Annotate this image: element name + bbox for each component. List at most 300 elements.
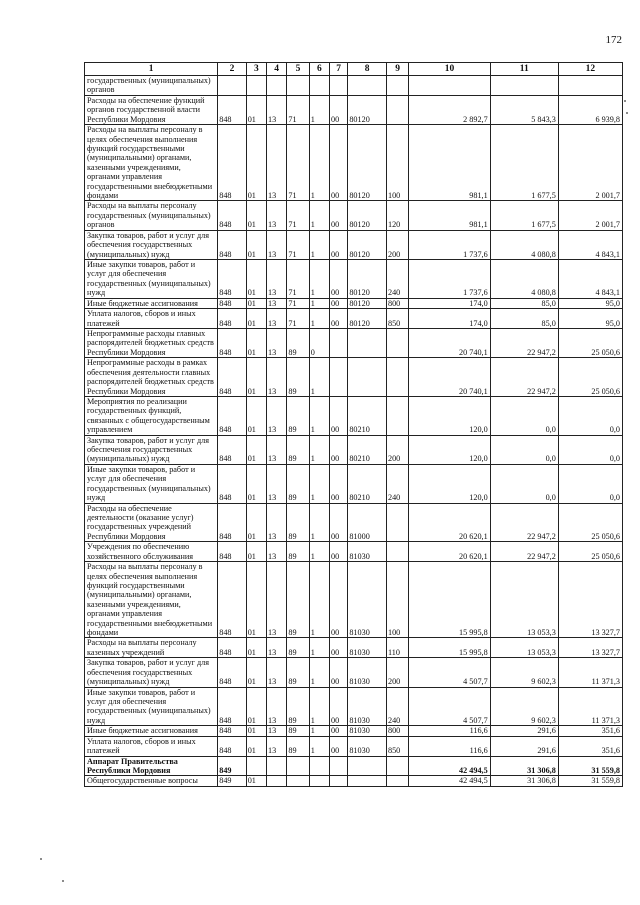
table-row bbox=[85, 125, 623, 201]
cell-section: 01 bbox=[246, 125, 266, 201]
cell-subsection: 13 bbox=[267, 503, 287, 542]
cell-subsection: 13 bbox=[267, 201, 287, 230]
cell-expense-type: 240 bbox=[386, 260, 408, 299]
table-row bbox=[85, 95, 623, 124]
cell-amount-year3: 11 371,3 bbox=[558, 687, 622, 726]
cell-program: 89 bbox=[287, 658, 309, 687]
cell-direction bbox=[348, 328, 387, 357]
cell-program: 89 bbox=[287, 562, 309, 638]
cell-program: 71 bbox=[287, 201, 309, 230]
table-row bbox=[85, 658, 623, 687]
cell-main-activity: 00 bbox=[330, 638, 348, 658]
cell-amount-year1: 2 892,7 bbox=[409, 95, 490, 124]
table-row bbox=[85, 309, 623, 329]
cell-direction bbox=[348, 76, 387, 96]
cell-ministry: 848 bbox=[218, 230, 246, 259]
cell-amount-year3: 6 939,8 bbox=[558, 95, 622, 124]
cell-subprogram: 1 bbox=[309, 435, 329, 464]
cell-amount-year2 bbox=[490, 76, 558, 96]
cell-program: 71 bbox=[287, 95, 309, 124]
cell-main-activity: 00 bbox=[330, 125, 348, 201]
cell-amount-year1: 15 995,8 bbox=[409, 562, 490, 638]
cell-ministry: 848 bbox=[218, 726, 246, 736]
row-name: Уплата налогов, сборов и иных платежей bbox=[85, 309, 218, 329]
cell-section: 01 bbox=[246, 736, 266, 756]
cell-amount-year1 bbox=[409, 76, 490, 96]
cell-direction: 81030 bbox=[348, 736, 387, 756]
cell-amount-year1: 116,6 bbox=[409, 736, 490, 756]
cell-main-activity bbox=[330, 76, 348, 96]
row-name: Расходы на выплаты персоналу в целях обеспечения выполнения функций государственными (муниципальными) органами, казенными учреждениями, органами управления государственными внебюджетными фондами bbox=[85, 125, 218, 201]
cell-subprogram bbox=[309, 756, 329, 776]
cell-subprogram: 1 bbox=[309, 230, 329, 259]
cell-amount-year1: 174,0 bbox=[409, 298, 490, 308]
cell-expense-type: 800 bbox=[386, 298, 408, 308]
budget-table-sheet bbox=[84, 62, 623, 787]
cell-expense-type: 100 bbox=[386, 562, 408, 638]
scan-speck bbox=[40, 858, 42, 860]
row-name: Мероприятия по реализации государственных функций, связанных с общегосударственным управлением bbox=[85, 396, 218, 435]
cell-section: 01 bbox=[246, 260, 266, 299]
cell-ministry: 848 bbox=[218, 201, 246, 230]
cell-main-activity: 00 bbox=[330, 309, 348, 329]
cell-main-activity: 00 bbox=[330, 260, 348, 299]
cell-expense-type: 100 bbox=[386, 125, 408, 201]
cell-subsection: 13 bbox=[267, 260, 287, 299]
cell-amount-year3: 25 050,6 bbox=[558, 503, 622, 542]
cell-program: 89 bbox=[287, 638, 309, 658]
cell-amount-year2: 1 677,5 bbox=[490, 201, 558, 230]
cell-direction: 80120 bbox=[348, 309, 387, 329]
row-name: Расходы на выплаты персоналу в целях обеспечения выполнения функций государственными (муниципальными) органами, казенными учреждениями, органами управления государственными внебюджетными фондами bbox=[85, 562, 218, 638]
cell-main-activity: 00 bbox=[330, 464, 348, 503]
row-name: Иные закупки товаров, работ и услуг для обеспечения государственных (муниципальных) нужд bbox=[85, 687, 218, 726]
cell-ministry: 849 bbox=[218, 776, 246, 786]
cell-amount-year3: 11 371,3 bbox=[558, 658, 622, 687]
cell-section: 01 bbox=[246, 503, 266, 542]
cell-subprogram: 1 bbox=[309, 562, 329, 638]
cell-main-activity bbox=[330, 776, 348, 786]
cell-program: 71 bbox=[287, 230, 309, 259]
column-header: 6 bbox=[309, 63, 329, 76]
table-row bbox=[85, 396, 623, 435]
cell-section: 01 bbox=[246, 328, 266, 357]
cell-main-activity bbox=[330, 358, 348, 397]
cell-amount-year1: 981,1 bbox=[409, 201, 490, 230]
scan-speck bbox=[62, 880, 64, 882]
cell-program bbox=[287, 76, 309, 96]
column-header: 7 bbox=[330, 63, 348, 76]
cell-main-activity: 00 bbox=[330, 562, 348, 638]
cell-amount-year2: 22 947,2 bbox=[490, 358, 558, 397]
cell-expense-type bbox=[386, 776, 408, 786]
cell-program: 89 bbox=[287, 736, 309, 756]
cell-ministry bbox=[218, 76, 246, 96]
cell-amount-year1: 42 494,5 bbox=[409, 776, 490, 786]
cell-program: 71 bbox=[287, 309, 309, 329]
cell-amount-year3: 13 327,7 bbox=[558, 562, 622, 638]
cell-amount-year3: 25 050,6 bbox=[558, 328, 622, 357]
cell-amount-year2: 9 602,3 bbox=[490, 658, 558, 687]
cell-section: 01 bbox=[246, 687, 266, 726]
cell-subsection: 13 bbox=[267, 726, 287, 736]
cell-main-activity: 00 bbox=[330, 396, 348, 435]
row-name: государственных (муниципальных) органов bbox=[85, 76, 218, 96]
cell-ministry: 848 bbox=[218, 95, 246, 124]
row-name: Расходы на выплаты персоналу государственных (муниципальных) органов bbox=[85, 201, 218, 230]
cell-section: 01 bbox=[246, 542, 266, 562]
table-row bbox=[85, 503, 623, 542]
cell-subprogram: 1 bbox=[309, 464, 329, 503]
cell-amount-year2: 0,0 bbox=[490, 396, 558, 435]
cell-subsection: 13 bbox=[267, 736, 287, 756]
cell-amount-year1: 20 740,1 bbox=[409, 358, 490, 397]
cell-section: 01 bbox=[246, 309, 266, 329]
cell-ministry: 848 bbox=[218, 562, 246, 638]
cell-subprogram: 1 bbox=[309, 358, 329, 397]
column-header: 9 bbox=[386, 63, 408, 76]
cell-direction: 81030 bbox=[348, 687, 387, 726]
cell-section: 01 bbox=[246, 358, 266, 397]
cell-ministry: 848 bbox=[218, 658, 246, 687]
table-row bbox=[85, 260, 623, 299]
cell-ministry: 848 bbox=[218, 358, 246, 397]
cell-direction: 81000 bbox=[348, 503, 387, 542]
cell-ministry: 848 bbox=[218, 464, 246, 503]
table-row bbox=[85, 726, 623, 736]
cell-amount-year2: 13 053,3 bbox=[490, 638, 558, 658]
cell-section: 01 bbox=[246, 396, 266, 435]
table-row bbox=[85, 736, 623, 756]
row-name: Иные бюджетные ассигнования bbox=[85, 298, 218, 308]
table-row bbox=[85, 358, 623, 397]
cell-amount-year2: 4 080,8 bbox=[490, 260, 558, 299]
cell-subsection: 13 bbox=[267, 435, 287, 464]
cell-expense-type bbox=[386, 76, 408, 96]
cell-ministry: 848 bbox=[218, 328, 246, 357]
budget-table bbox=[84, 62, 623, 787]
cell-expense-type bbox=[386, 95, 408, 124]
cell-amount-year1: 1 737,6 bbox=[409, 230, 490, 259]
cell-section bbox=[246, 756, 266, 776]
row-name: Расходы на обеспечение функций органов государственной власти Республики Мордовия bbox=[85, 95, 218, 124]
cell-amount-year1: 116,6 bbox=[409, 726, 490, 736]
column-header: 4 bbox=[267, 63, 287, 76]
cell-direction bbox=[348, 358, 387, 397]
cell-program: 71 bbox=[287, 260, 309, 299]
cell-amount-year3: 351,6 bbox=[558, 736, 622, 756]
column-header: 5 bbox=[287, 63, 309, 76]
column-header: 3 bbox=[246, 63, 266, 76]
cell-amount-year3: 95,0 bbox=[558, 298, 622, 308]
column-header: 11 bbox=[490, 63, 558, 76]
cell-program: 89 bbox=[287, 358, 309, 397]
row-name: Закупка товаров, работ и услуг для обеспечения государственных (муниципальных) нужд bbox=[85, 435, 218, 464]
row-name: Непрограммные расходы в рамках обеспечения деятельности главных распорядителей бюджетных средств Республики Мордовия bbox=[85, 358, 218, 397]
row-name: Расходы на обеспечение деятельности (оказание услуг) государственных учреждений Республики Мордовия bbox=[85, 503, 218, 542]
cell-program: 89 bbox=[287, 396, 309, 435]
table-row bbox=[85, 76, 623, 96]
cell-section: 01 bbox=[246, 230, 266, 259]
cell-expense-type: 240 bbox=[386, 464, 408, 503]
cell-direction: 81030 bbox=[348, 658, 387, 687]
cell-subsection: 13 bbox=[267, 358, 287, 397]
table-row bbox=[85, 230, 623, 259]
cell-direction bbox=[348, 756, 387, 776]
table-row bbox=[85, 542, 623, 562]
cell-subsection: 13 bbox=[267, 125, 287, 201]
cell-subsection bbox=[267, 756, 287, 776]
cell-subprogram: 1 bbox=[309, 260, 329, 299]
cell-direction: 81030 bbox=[348, 726, 387, 736]
cell-main-activity bbox=[330, 328, 348, 357]
row-name: Закупка товаров, работ и услуг для обеспечения государственных (муниципальных) нужд bbox=[85, 658, 218, 687]
cell-section: 01 bbox=[246, 658, 266, 687]
cell-main-activity: 00 bbox=[330, 298, 348, 308]
cell-ministry: 848 bbox=[218, 503, 246, 542]
cell-amount-year3: 0,0 bbox=[558, 464, 622, 503]
cell-amount-year3: 13 327,7 bbox=[558, 638, 622, 658]
cell-amount-year2: 22 947,2 bbox=[490, 328, 558, 357]
cell-ministry: 849 bbox=[218, 756, 246, 776]
cell-section: 01 bbox=[246, 464, 266, 503]
cell-ministry: 848 bbox=[218, 260, 246, 299]
cell-amount-year1: 120,0 bbox=[409, 435, 490, 464]
cell-direction: 80120 bbox=[348, 125, 387, 201]
cell-direction: 81030 bbox=[348, 542, 387, 562]
cell-main-activity: 00 bbox=[330, 95, 348, 124]
table-header-row bbox=[85, 63, 623, 76]
cell-section: 01 bbox=[246, 435, 266, 464]
cell-subprogram: 1 bbox=[309, 687, 329, 726]
cell-amount-year3 bbox=[558, 76, 622, 96]
table-row bbox=[85, 687, 623, 726]
cell-direction: 80120 bbox=[348, 298, 387, 308]
cell-amount-year3: 2 001,7 bbox=[558, 125, 622, 201]
cell-ministry: 848 bbox=[218, 687, 246, 726]
cell-program: 89 bbox=[287, 328, 309, 357]
cell-amount-year1: 981,1 bbox=[409, 125, 490, 201]
cell-subsection: 13 bbox=[267, 464, 287, 503]
cell-ministry: 848 bbox=[218, 435, 246, 464]
cell-subprogram: 1 bbox=[309, 396, 329, 435]
cell-amount-year2: 5 843,3 bbox=[490, 95, 558, 124]
cell-subprogram: 1 bbox=[309, 201, 329, 230]
cell-amount-year2: 22 947,2 bbox=[490, 542, 558, 562]
cell-program: 89 bbox=[287, 687, 309, 726]
cell-amount-year2: 1 677,5 bbox=[490, 125, 558, 201]
cell-section: 01 bbox=[246, 776, 266, 786]
scan-speck bbox=[626, 112, 628, 114]
cell-section: 01 bbox=[246, 201, 266, 230]
cell-subprogram bbox=[309, 776, 329, 786]
cell-subprogram: 1 bbox=[309, 503, 329, 542]
cell-section: 01 bbox=[246, 562, 266, 638]
cell-subsection: 13 bbox=[267, 328, 287, 357]
cell-amount-year3: 31 559,8 bbox=[558, 756, 622, 776]
cell-ministry: 848 bbox=[218, 125, 246, 201]
cell-amount-year1: 120,0 bbox=[409, 396, 490, 435]
table-row bbox=[85, 298, 623, 308]
cell-direction: 81030 bbox=[348, 638, 387, 658]
cell-amount-year2: 85,0 bbox=[490, 309, 558, 329]
cell-subsection: 13 bbox=[267, 95, 287, 124]
cell-program: 71 bbox=[287, 125, 309, 201]
cell-subprogram: 0 bbox=[309, 328, 329, 357]
cell-amount-year1: 120,0 bbox=[409, 464, 490, 503]
table-row bbox=[85, 201, 623, 230]
table-row bbox=[85, 756, 623, 776]
cell-main-activity: 00 bbox=[330, 736, 348, 756]
cell-ministry: 848 bbox=[218, 638, 246, 658]
row-name: Иные бюджетные ассигнования bbox=[85, 726, 218, 736]
cell-amount-year3: 0,0 bbox=[558, 435, 622, 464]
cell-section: 01 bbox=[246, 638, 266, 658]
row-name: Иные закупки товаров, работ и услуг для обеспечения государственных (муниципальных) нужд bbox=[85, 260, 218, 299]
cell-ministry: 848 bbox=[218, 542, 246, 562]
cell-program: 89 bbox=[287, 435, 309, 464]
column-header: 10 bbox=[409, 63, 490, 76]
table-row bbox=[85, 435, 623, 464]
cell-expense-type bbox=[386, 542, 408, 562]
row-name: Аппарат Правительства Республики Мордовия bbox=[85, 756, 218, 776]
cell-subprogram: 1 bbox=[309, 736, 329, 756]
cell-amount-year2: 4 080,8 bbox=[490, 230, 558, 259]
cell-direction: 80120 bbox=[348, 230, 387, 259]
cell-amount-year2: 291,6 bbox=[490, 726, 558, 736]
cell-subprogram: 1 bbox=[309, 125, 329, 201]
cell-direction: 80120 bbox=[348, 95, 387, 124]
cell-subsection: 13 bbox=[267, 658, 287, 687]
cell-main-activity: 00 bbox=[330, 230, 348, 259]
cell-section: 01 bbox=[246, 95, 266, 124]
cell-section: 01 bbox=[246, 726, 266, 736]
cell-subprogram: 1 bbox=[309, 726, 329, 736]
row-name: Расходы на выплаты персоналу казенных учреждений bbox=[85, 638, 218, 658]
table-row bbox=[85, 328, 623, 357]
cell-expense-type bbox=[386, 503, 408, 542]
cell-expense-type: 200 bbox=[386, 658, 408, 687]
cell-direction: 80210 bbox=[348, 464, 387, 503]
table-row bbox=[85, 464, 623, 503]
cell-program bbox=[287, 776, 309, 786]
cell-amount-year1: 42 494,5 bbox=[409, 756, 490, 776]
cell-amount-year1: 20 620,1 bbox=[409, 503, 490, 542]
row-name: Учреждения по обеспечению хозяйственного обслуживания bbox=[85, 542, 218, 562]
cell-direction bbox=[348, 776, 387, 786]
cell-ministry: 848 bbox=[218, 298, 246, 308]
row-name: Иные закупки товаров, работ и услуг для обеспечения государственных (муниципальных) нужд bbox=[85, 464, 218, 503]
column-header: 2 bbox=[218, 63, 246, 76]
table-row bbox=[85, 562, 623, 638]
cell-ministry: 848 bbox=[218, 309, 246, 329]
cell-expense-type: 200 bbox=[386, 435, 408, 464]
cell-section: 01 bbox=[246, 298, 266, 308]
cell-subsection: 13 bbox=[267, 687, 287, 726]
cell-expense-type: 240 bbox=[386, 687, 408, 726]
cell-program: 89 bbox=[287, 542, 309, 562]
scan-speck bbox=[624, 100, 626, 102]
table-body bbox=[85, 76, 623, 787]
cell-subsection: 13 bbox=[267, 396, 287, 435]
cell-expense-type: 110 bbox=[386, 638, 408, 658]
cell-subprogram: 1 bbox=[309, 309, 329, 329]
cell-program: 89 bbox=[287, 503, 309, 542]
cell-amount-year2: 31 306,8 bbox=[490, 756, 558, 776]
cell-direction: 80210 bbox=[348, 435, 387, 464]
row-name: Уплата налогов, сборов и иных платежей bbox=[85, 736, 218, 756]
cell-amount-year1: 20 620,1 bbox=[409, 542, 490, 562]
cell-program: 89 bbox=[287, 726, 309, 736]
cell-amount-year2: 31 306,8 bbox=[490, 776, 558, 786]
cell-subsection bbox=[267, 776, 287, 786]
cell-expense-type: 800 bbox=[386, 726, 408, 736]
cell-expense-type: 850 bbox=[386, 736, 408, 756]
cell-amount-year2: 0,0 bbox=[490, 435, 558, 464]
cell-main-activity: 00 bbox=[330, 201, 348, 230]
cell-amount-year2: 0,0 bbox=[490, 464, 558, 503]
cell-subsection: 13 bbox=[267, 542, 287, 562]
cell-amount-year3: 95,0 bbox=[558, 309, 622, 329]
cell-amount-year2: 291,6 bbox=[490, 736, 558, 756]
cell-expense-type bbox=[386, 756, 408, 776]
cell-subprogram: 1 bbox=[309, 658, 329, 687]
cell-amount-year2: 13 053,3 bbox=[490, 562, 558, 638]
cell-ministry: 848 bbox=[218, 736, 246, 756]
cell-subprogram: 1 bbox=[309, 95, 329, 124]
cell-direction: 80120 bbox=[348, 201, 387, 230]
table-row bbox=[85, 638, 623, 658]
cell-direction: 81030 bbox=[348, 562, 387, 638]
cell-amount-year1: 4 507,7 bbox=[409, 687, 490, 726]
cell-subprogram: 1 bbox=[309, 638, 329, 658]
cell-main-activity: 00 bbox=[330, 726, 348, 736]
cell-subsection: 13 bbox=[267, 230, 287, 259]
cell-amount-year3: 31 559,8 bbox=[558, 776, 622, 786]
column-header: 8 bbox=[348, 63, 387, 76]
cell-section bbox=[246, 76, 266, 96]
cell-direction: 80210 bbox=[348, 396, 387, 435]
cell-amount-year3: 25 050,6 bbox=[558, 542, 622, 562]
cell-subsection: 13 bbox=[267, 638, 287, 658]
cell-main-activity: 00 bbox=[330, 687, 348, 726]
cell-subprogram: 1 bbox=[309, 542, 329, 562]
cell-subprogram bbox=[309, 76, 329, 96]
cell-main-activity bbox=[330, 756, 348, 776]
cell-subsection bbox=[267, 76, 287, 96]
column-header: 12 bbox=[558, 63, 622, 76]
cell-program: 89 bbox=[287, 464, 309, 503]
row-name: Непрограммные расходы главных распорядителей бюджетных средств Республики Мордовия bbox=[85, 328, 218, 357]
cell-direction: 80120 bbox=[348, 260, 387, 299]
cell-amount-year2: 9 602,3 bbox=[490, 687, 558, 726]
row-name: Общегосударственные вопросы bbox=[85, 776, 218, 786]
cell-main-activity: 00 bbox=[330, 658, 348, 687]
cell-subsection: 13 bbox=[267, 309, 287, 329]
cell-amount-year2: 85,0 bbox=[490, 298, 558, 308]
cell-amount-year3: 25 050,6 bbox=[558, 358, 622, 397]
row-name: Закупка товаров, работ и услуг для обеспечения государственных (муниципальных) нужд bbox=[85, 230, 218, 259]
cell-subsection: 13 bbox=[267, 562, 287, 638]
cell-expense-type: 200 bbox=[386, 230, 408, 259]
page-number: 172 bbox=[605, 34, 622, 46]
cell-amount-year3: 4 843,1 bbox=[558, 230, 622, 259]
cell-amount-year3: 351,6 bbox=[558, 726, 622, 736]
cell-amount-year3: 4 843,1 bbox=[558, 260, 622, 299]
cell-subprogram: 1 bbox=[309, 298, 329, 308]
cell-amount-year1: 15 995,8 bbox=[409, 638, 490, 658]
cell-amount-year3: 0,0 bbox=[558, 396, 622, 435]
